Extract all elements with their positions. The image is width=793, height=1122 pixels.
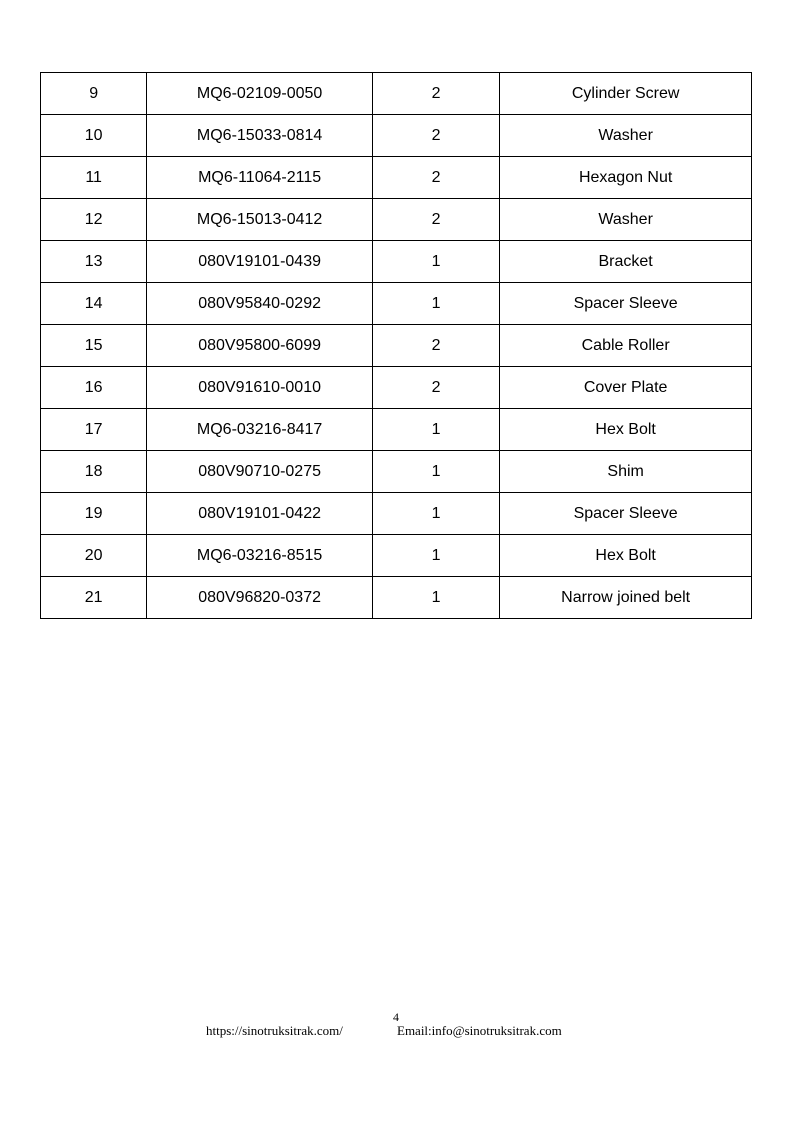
- part-number-cell: 080V96820-0372: [147, 577, 373, 619]
- table-row: [41, 577, 752, 619]
- item-number-cell: 15: [41, 325, 147, 367]
- description-cell: Cable Roller: [500, 325, 752, 367]
- quantity-cell: 2: [372, 199, 499, 241]
- quantity-cell: 1: [372, 535, 499, 577]
- parts-table: [40, 72, 752, 619]
- description-cell: Hexagon Nut: [500, 157, 752, 199]
- table-row: [41, 115, 752, 157]
- part-number-cell: 080V19101-0439: [147, 241, 373, 283]
- description-cell: Spacer Sleeve: [500, 283, 752, 325]
- part-number-cell: MQ6-02109-0050: [147, 73, 373, 115]
- description-cell: Hex Bolt: [500, 409, 752, 451]
- table-row: [41, 535, 752, 577]
- part-number-cell: 080V19101-0422: [147, 493, 373, 535]
- description-cell: Washer: [500, 199, 752, 241]
- description-cell: Hex Bolt: [500, 535, 752, 577]
- part-number-cell: 080V95840-0292: [147, 283, 373, 325]
- part-number-cell: MQ6-15013-0412: [147, 199, 373, 241]
- description-cell: Cover Plate: [500, 367, 752, 409]
- description-cell: Shim: [500, 451, 752, 493]
- table-row: [41, 325, 752, 367]
- description-cell: Narrow joined belt: [500, 577, 752, 619]
- quantity-cell: 1: [372, 451, 499, 493]
- part-number-cell: MQ6-03216-8515: [147, 535, 373, 577]
- quantity-cell: 2: [372, 367, 499, 409]
- table-row: [41, 451, 752, 493]
- item-number-cell: 13: [41, 241, 147, 283]
- quantity-cell: 2: [372, 73, 499, 115]
- item-number-cell: 20: [41, 535, 147, 577]
- table-row: [41, 157, 752, 199]
- table-row: [41, 283, 752, 325]
- description-cell: Washer: [500, 115, 752, 157]
- item-number-cell: 19: [41, 493, 147, 535]
- email-contact[interactable]: Email:info@sinotruksitrak.com: [397, 1023, 562, 1038]
- quantity-cell: 1: [372, 409, 499, 451]
- page-number: 4: [393, 1010, 399, 1024]
- item-number-cell: 11: [41, 157, 147, 199]
- item-number-cell: 10: [41, 115, 147, 157]
- parts-table-body: [41, 73, 752, 619]
- description-cell: Cylinder Screw: [500, 73, 752, 115]
- item-number-cell: 12: [41, 199, 147, 241]
- item-number-cell: 17: [41, 409, 147, 451]
- part-number-cell: 080V91610-0010: [147, 367, 373, 409]
- item-number-cell: 9: [41, 73, 147, 115]
- table-row: [41, 367, 752, 409]
- quantity-cell: 2: [372, 325, 499, 367]
- quantity-cell: 1: [372, 577, 499, 619]
- part-number-cell: MQ6-15033-0814: [147, 115, 373, 157]
- part-number-cell: 080V95800-6099: [147, 325, 373, 367]
- table-row: [41, 73, 752, 115]
- table-row: [41, 199, 752, 241]
- table-row: [41, 409, 752, 451]
- item-number-cell: 21: [41, 577, 147, 619]
- description-cell: Spacer Sleeve: [500, 493, 752, 535]
- description-cell: Bracket: [500, 241, 752, 283]
- item-number-cell: 16: [41, 367, 147, 409]
- part-number-cell: MQ6-03216-8417: [147, 409, 373, 451]
- part-number-cell: MQ6-11064-2115: [147, 157, 373, 199]
- quantity-cell: 1: [372, 283, 499, 325]
- quantity-cell: 2: [372, 115, 499, 157]
- item-number-cell: 18: [41, 451, 147, 493]
- quantity-cell: 1: [372, 493, 499, 535]
- quantity-cell: 2: [372, 157, 499, 199]
- table-row: [41, 241, 752, 283]
- table-row: [41, 493, 752, 535]
- website-link[interactable]: https://sinotruksitrak.com/: [206, 1023, 343, 1038]
- item-number-cell: 14: [41, 283, 147, 325]
- quantity-cell: 1: [372, 241, 499, 283]
- part-number-cell: 080V90710-0275: [147, 451, 373, 493]
